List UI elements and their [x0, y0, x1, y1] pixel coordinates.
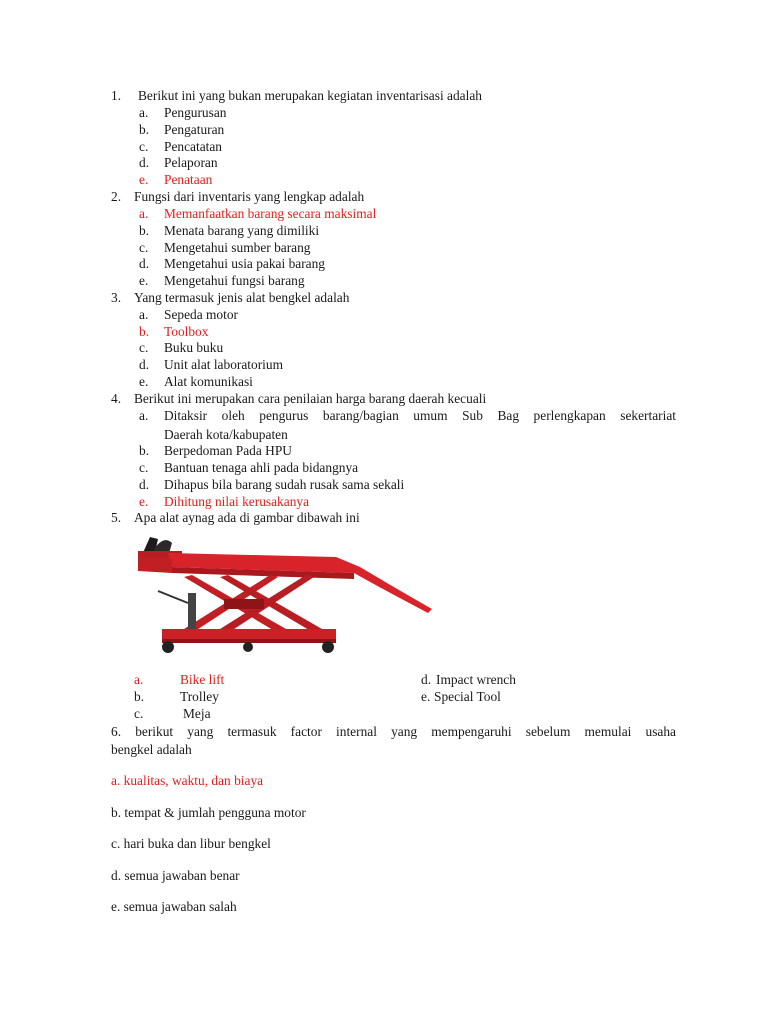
q3-option-e: Alat komunikasi — [164, 374, 253, 389]
q3-option-d: Unit alat laboratorium — [164, 357, 283, 372]
q6-option-e: e. semua jawaban salah — [111, 899, 237, 914]
q3-option-e-letter: e. — [139, 374, 149, 389]
q4-option-d-letter: d. — [139, 477, 150, 492]
q4-question: Berikut ini merupakan cara penilaian harga barang daerah kecuali — [134, 391, 487, 406]
q6-question: 6. berikut yang termasuk factor internal yang mempengaruhi sebelum memulai usaha — [111, 724, 676, 739]
q4-option-a-letter: a. — [139, 408, 149, 423]
q5-option-d-letter: d. — [421, 672, 432, 687]
q3-option-b-letter: b. — [139, 324, 150, 339]
q5-option-e-letter: e. — [421, 689, 431, 704]
q6-option-a-answer: a. kualitas, waktu, dan biaya — [111, 773, 264, 788]
q4-option-b: Berpedoman Pada HPU — [164, 443, 292, 458]
q3-option-a: Sepeda motor — [164, 307, 239, 322]
q2-option-d: Mengetahui usia pakai barang — [164, 256, 326, 271]
q1-question: Berikut ini yang bukan merupakan kegiatan inventarisasi adalah — [138, 88, 482, 103]
q4-number: 4. — [111, 391, 122, 406]
q1-option-a: Pengurusan — [164, 105, 227, 120]
q1-option-b-letter: b. — [139, 122, 150, 137]
q5-option-b: Trolley — [180, 689, 219, 704]
q5-option-a-letter: a. — [134, 672, 144, 687]
q3-option-b-answer: Toolbox — [164, 324, 209, 339]
q2-option-d-letter: d. — [139, 256, 150, 271]
q1-option-d-letter: d. — [139, 155, 150, 170]
q2-option-c-letter: c. — [139, 240, 149, 255]
q1-option-b: Pengaturan — [164, 122, 225, 137]
q5-option-b-letter: b. — [134, 689, 145, 704]
q1-option-e-letter: e. — [139, 172, 149, 187]
q5-option-e: Special Tool — [434, 689, 501, 704]
q3-option-d-letter: d. — [139, 357, 150, 372]
q3-option-a-letter: a. — [139, 307, 149, 322]
q4-option-d: Dihapus bila barang sudah rusak sama sekali — [164, 477, 405, 492]
q5-number: 5. — [111, 510, 122, 525]
q1-option-c-letter: c. — [139, 139, 149, 154]
q4-option-a-line2: Daerah kota/kabupaten — [164, 427, 288, 442]
q3-option-c: Buku buku — [164, 340, 224, 355]
motorcycle-lift-image — [128, 533, 438, 655]
q6-question-line2: bengkel adalah — [111, 742, 192, 757]
q4-option-c-letter: c. — [139, 460, 149, 475]
q1-option-a-letter: a. — [139, 105, 149, 120]
q3-option-c-letter: c. — [139, 340, 149, 355]
q5-option-d: Impact wrench — [436, 672, 516, 687]
q4-option-e-answer: Dihitung nilai kerusakanya — [164, 494, 310, 509]
q2-option-e: Mengetahui fungsi barang — [164, 273, 305, 288]
q6-option-d: d. semua jawaban benar — [111, 868, 240, 883]
q1-number: 1. — [111, 88, 122, 103]
q4-option-c: Bantuan tenaga ahli pada bidangnya — [164, 460, 359, 475]
q4-option-e-letter: e. — [139, 494, 149, 509]
q2-option-c: Mengetahui sumber barang — [164, 240, 311, 255]
q2-option-b: Menata barang yang dimiliki — [164, 223, 320, 238]
q2-option-e-letter: e. — [139, 273, 149, 288]
q2-option-a-letter: a. — [139, 206, 149, 221]
q2-question: Fungsi dari inventaris yang lengkap adalah — [134, 189, 365, 204]
q1-option-c: Pencatatan — [164, 139, 222, 154]
q1-option-d: Pelaporan — [164, 155, 218, 170]
q2-number: 2. — [111, 189, 122, 204]
q1-option-e-answer: Penataan — [164, 172, 213, 187]
q4-option-b-letter: b. — [139, 443, 150, 458]
q3-question: Yang termasuk jenis alat bengkel adalah — [134, 290, 350, 305]
q6-option-c: c. hari buka dan libur bengkel — [111, 836, 271, 851]
q5-question: Apa alat aynag ada di gambar dibawah ini — [134, 510, 360, 525]
q4-option-a: Ditaksir oleh pengurus barang/bagian umum Sub Bag perlengkapan sekertariat — [164, 408, 676, 423]
q2-option-a-answer: Memanfaatkan barang secara maksimal — [164, 206, 377, 221]
q2-option-b-letter: b. — [139, 223, 150, 238]
q6-option-b: b. tempat & jumlah pengguna motor — [111, 805, 306, 820]
q5-option-a-answer: Bike lift — [180, 672, 225, 687]
q5-option-c: Meja — [183, 706, 211, 721]
q5-option-c-letter: c. — [134, 706, 144, 721]
q3-number: 3. — [111, 290, 122, 305]
